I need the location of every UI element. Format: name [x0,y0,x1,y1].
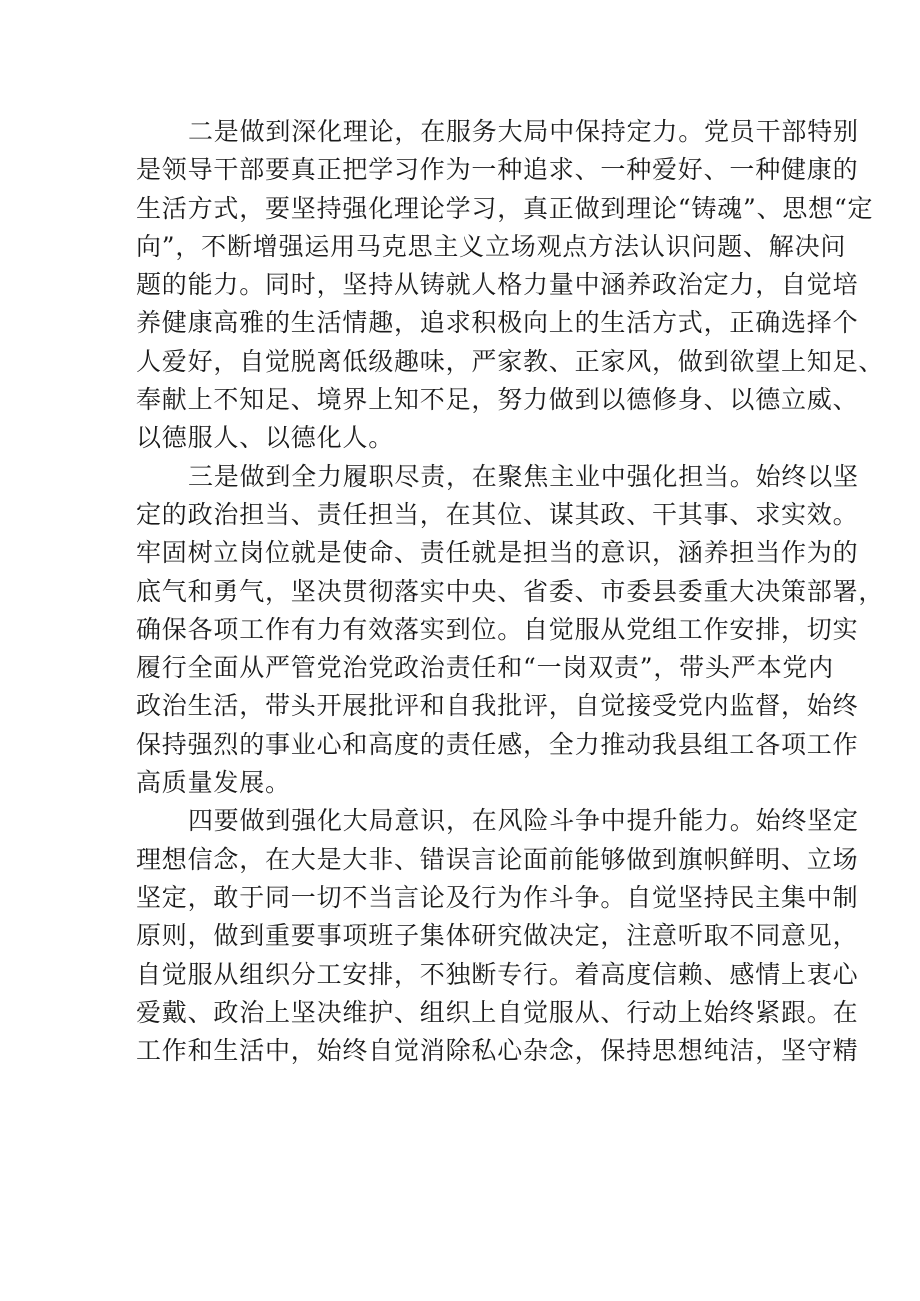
text-line: 二是做到深化理论，在服务大局中保持定力。党员干部特别 [188,117,859,146]
text-line: 理想信念，在大是大非、错误言论面前能够做到旗帜鲜明、立场 [136,844,859,874]
text-line: 坚定，敢于同一切不当言论及行为作斗争。自觉坚持民主集中制 [136,882,859,912]
text-line: 生活方式，要坚持强化理论学习，真正做到理论“铸魂”、思想“定 [136,193,874,223]
text-line: 牢固树立岗位就是使命、责任就是担当的意识，涵养担当作为的 [136,538,859,568]
text-line: 确保各项工作有力有效落实到位。自觉服从党组工作安排，切实 [136,614,859,644]
text-line: 四要做到强化大局意识，在风险斗争中提升能力。始终坚定 [188,806,859,836]
text-line: 定的政治担当、责任担当，在其位、谋其政、干其事、求实效。 [136,499,859,529]
text-line: 以德服人、以德化人。 [136,423,395,453]
text-line: 履行全面从严管党治党政治责任和“一岗双责”，带头严本党内 [136,653,834,683]
text-line: 高质量发展。 [136,768,291,798]
document-body [136,113,885,1070]
text-line: 底气和勇气，坚决贯彻落实中央、省委、市委县委重大决策部署， [136,576,885,606]
text-line: 三是做到全力履职尽责，在聚焦主业中强化担当。始终以坚 [188,461,859,491]
paragraph-3 [136,458,885,803]
text-line: 是领导干部要真正把学习作为一种追求、一种爱好、一种健康的 [136,155,859,185]
text-line: 向”，不断增强运用马克思主义立场观点方法认识问题、解决问 [136,231,847,261]
text-line: 养健康高雅的生活情趣，追求积极向上的生活方式，正确选择个 [136,308,859,338]
text-line: 爱戴、政治上坚决维护、组织上自觉服从、行动上始终紧跟。在 [136,997,859,1027]
text-line: 人爱好，自觉脱离低级趣味，严家教、正家风，做到欲望上知足、 [136,346,885,376]
paragraph-4 [136,802,859,1070]
text-line: 自觉服从组织分工安排，不独断专行。着高度信赖、感情上衷心 [136,959,859,989]
text-line: 题的能力。同时，坚持从铸就人格力量中涵养政治定力，自觉培 [136,270,859,300]
text-line: 工作和生活中，始终自觉消除私心杂念，保持思想纯洁，坚守精 [136,1036,859,1066]
text-line: 奉献上不知足、境界上知不足，努力做到以德修身、以德立威、 [136,385,859,415]
paragraph-2 [136,113,885,458]
text-line: 保持强烈的事业心和高度的责任感，全力推动我县组工各项工作 [136,729,859,759]
text-line: 原则，做到重要事项班子集体研究做决定，注意听取不同意见， [136,921,859,951]
text-line: 政治生活，带头开展批评和自我批评，自觉接受党内监督，始终 [136,691,859,721]
